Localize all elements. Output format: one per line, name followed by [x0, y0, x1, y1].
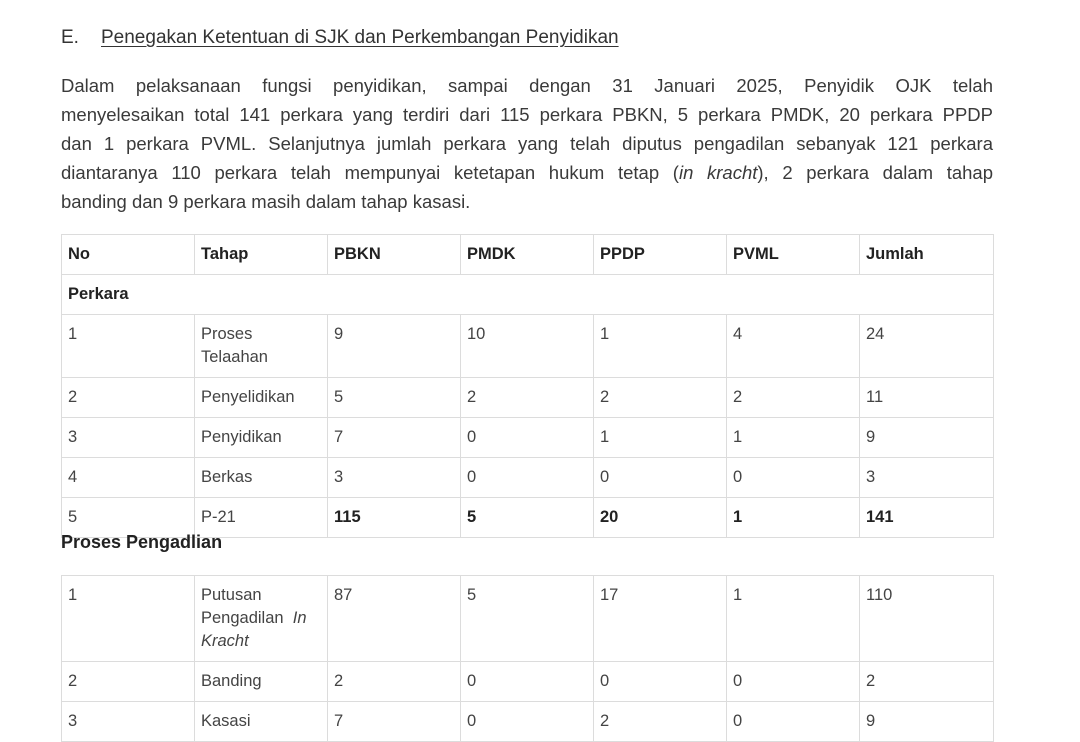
- table-header-row: [62, 235, 994, 275]
- table-row: [62, 378, 994, 418]
- cell: 1: [594, 418, 727, 458]
- header-cell: No: [62, 235, 195, 275]
- paragraph-text: diantaranya 110 perkara telah mempunyai ketetapan hukum tetap (: [61, 162, 679, 183]
- cell: Kasasi: [195, 702, 328, 742]
- cell: 0: [461, 702, 594, 742]
- cell: 0: [461, 458, 594, 498]
- section-letter: E.: [61, 27, 79, 48]
- cell: 0: [594, 662, 727, 702]
- cell: 0: [727, 702, 860, 742]
- header-cell: PMDK: [461, 235, 594, 275]
- cell: 9: [860, 418, 994, 458]
- cell: 7: [328, 418, 461, 458]
- cell: 1: [594, 315, 727, 378]
- cell: 3: [62, 702, 195, 742]
- table-row: [62, 702, 994, 742]
- paragraph-line: dan 1 perkara PVML. Selanjutnya jumlah perkara yang telah diputus pengadilan sebanyak 121 perkara: [61, 133, 993, 154]
- cell: Banding: [195, 662, 328, 702]
- paragraph-italic: in kracht: [678, 162, 758, 183]
- cell: 2: [62, 378, 195, 418]
- group-row: [62, 275, 994, 315]
- cell: 3: [860, 458, 994, 498]
- cell: 2: [461, 378, 594, 418]
- cell: 2: [727, 378, 860, 418]
- cell: 10: [461, 315, 594, 378]
- header-cell: PVML: [727, 235, 860, 275]
- header-cell: Jumlah: [860, 235, 994, 275]
- table-row: [62, 315, 994, 378]
- table-row: [62, 576, 994, 662]
- table-row: [62, 418, 994, 458]
- cell: 4: [62, 458, 195, 498]
- cell: 9: [860, 702, 994, 742]
- cell: P-21: [195, 498, 328, 538]
- cell: 0: [727, 662, 860, 702]
- cell: 2: [328, 662, 461, 702]
- cell: 24: [860, 315, 994, 378]
- paragraph-text: ), 2 perkara dalam tahap: [757, 162, 993, 183]
- cell: 0: [594, 458, 727, 498]
- cell: 141: [860, 498, 994, 538]
- cell: 5: [461, 576, 594, 662]
- pengadilan-table: [61, 575, 994, 742]
- header-cell: PPDP: [594, 235, 727, 275]
- section-heading: [61, 26, 619, 50]
- cell: 5: [461, 498, 594, 538]
- cell: 0: [727, 458, 860, 498]
- cell: 1: [62, 315, 195, 378]
- cell: 1: [727, 498, 860, 538]
- cell: 115: [328, 498, 461, 538]
- cell: Penyelidikan: [195, 378, 328, 418]
- cell: 9: [328, 315, 461, 378]
- body-paragraph: [61, 71, 993, 216]
- cell: 5: [328, 378, 461, 418]
- section-title: Penegakan Ketentuan di SJK dan Perkembangan Penyidikan: [101, 27, 619, 48]
- cell: [195, 576, 328, 662]
- cell: 3: [62, 418, 195, 458]
- cell: 2: [62, 662, 195, 702]
- cell: 1: [727, 576, 860, 662]
- cell: Berkas: [195, 458, 328, 498]
- cell: Penyidikan: [195, 418, 328, 458]
- cell: 0: [461, 418, 594, 458]
- cell: 110: [860, 576, 994, 662]
- cell: 2: [860, 662, 994, 702]
- paragraph-line: banding dan 9 perkara masih dalam tahap kasasi.: [61, 191, 471, 212]
- perkara-table: [61, 234, 994, 538]
- table-row: [62, 458, 994, 498]
- cell: 7: [328, 702, 461, 742]
- cell: 17: [594, 576, 727, 662]
- cell-italic: In Kracht: [201, 609, 307, 650]
- cell: Proses Telaahan: [195, 315, 328, 378]
- cell-text: Putusan Pengadilan: [201, 586, 284, 627]
- cell: 1: [62, 576, 195, 662]
- paragraph-line: menyelesaikan total 141 perkara yang terdiri dari 115 perkara PBKN, 5 perkara PMDK, 20 perkara PPDP: [61, 104, 993, 125]
- cell: 87: [328, 576, 461, 662]
- cell: 20: [594, 498, 727, 538]
- cell: 11: [860, 378, 994, 418]
- cell: 5: [62, 498, 195, 538]
- cell: 1: [727, 418, 860, 458]
- cell: 4: [727, 315, 860, 378]
- header-cell: PBKN: [328, 235, 461, 275]
- header-cell: Tahap: [195, 235, 328, 275]
- group-label-perkara: Perkara: [62, 275, 994, 315]
- paragraph-line: [61, 158, 993, 187]
- cell: 0: [461, 662, 594, 702]
- cell: 2: [594, 378, 727, 418]
- cell: 3: [328, 458, 461, 498]
- table-row: [62, 662, 994, 702]
- cell: 2: [594, 702, 727, 742]
- paragraph-line: Dalam pelaksanaan fungsi penyidikan, sampai dengan 31 Januari 2025, Penyidik OJK telah: [61, 75, 993, 96]
- pengadilan-title: Proses Pengadlian: [61, 532, 223, 552]
